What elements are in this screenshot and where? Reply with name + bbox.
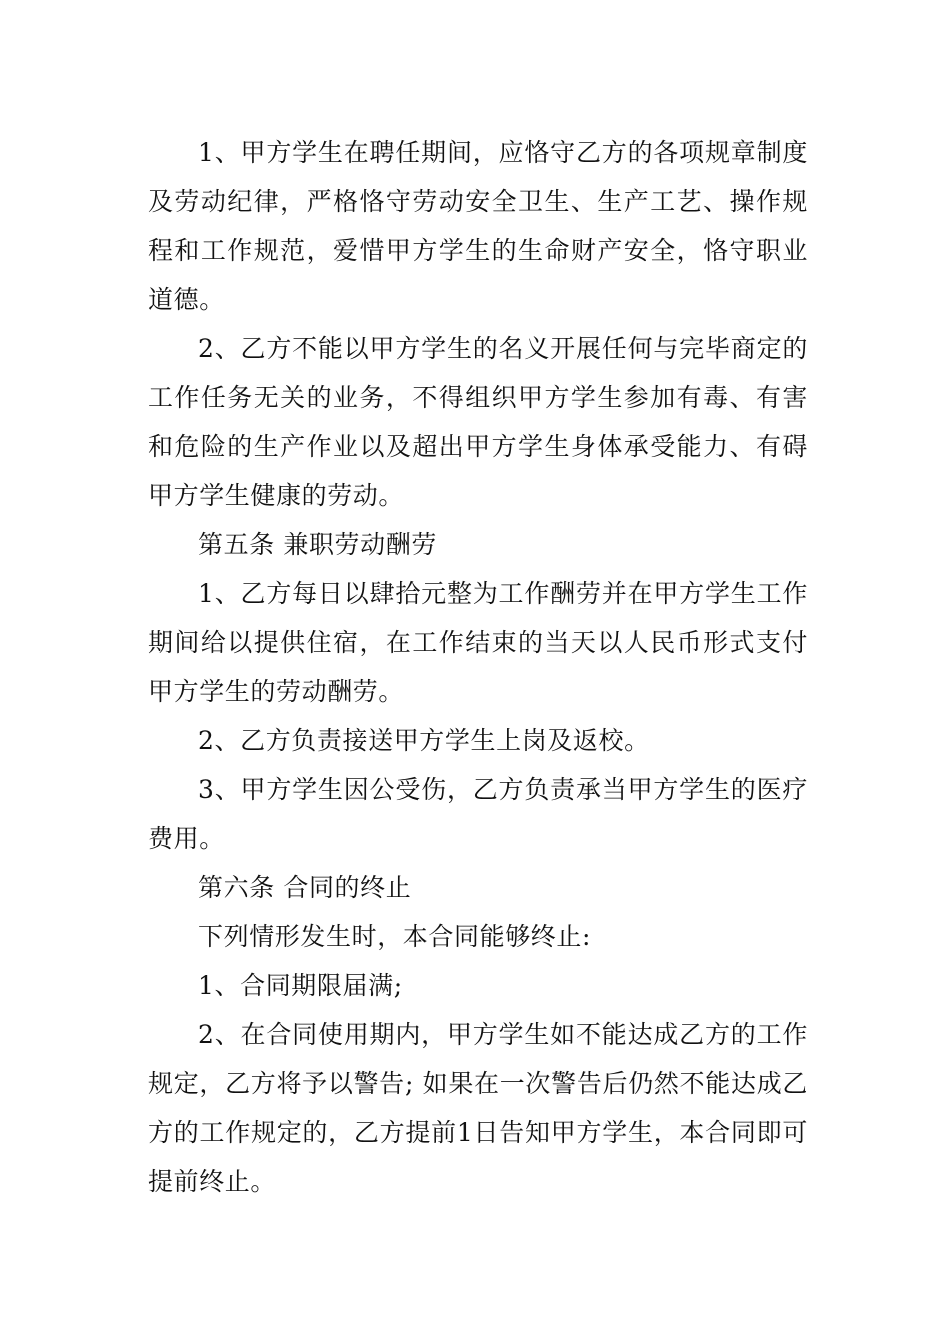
clause-4-item-1: 1、甲方学生在聘任期间，应恪守乙方的各项规章制度及劳动纪律，严格恪守劳动安全卫生、生产工艺、操作规程和工作规范，爱惜甲方学生的生命财产安全，恪守职业道德。: [148, 138, 808, 314]
document-body: [148, 128, 808, 1206]
article-5-heading: 第五条 兼职劳动酬劳: [198, 530, 437, 559]
clause-5-item-3: 3、甲方学生因公受伤，乙方负责承当甲方学生的医疗费用。: [148, 775, 808, 853]
article-6-heading: 第六条 合同的终止: [198, 873, 412, 902]
clause-6-item-1: 1、合同期限届满;: [198, 971, 403, 1000]
clause-5-item-2: 2、乙方负责接送甲方学生上岗及返校。: [198, 726, 650, 755]
clause-6-intro: 下列情形发生时，本合同能够终止:: [198, 922, 592, 951]
clause-5-item-1: 1、乙方每日以肆拾元整为工作酬劳并在甲方学生工作期间给以提供住宿，在工作结束的当天以人民币形式支付甲方学生的劳动酬劳。: [148, 579, 808, 706]
clause-4-item-2: 2、乙方不能以甲方学生的名义开展任何与完毕商定的工作任务无关的业务，不得组织甲方学生参加有毒、有害和危险的生产作业以及超出甲方学生身体承受能力、有碍甲方学生健康的劳动。: [148, 334, 808, 510]
clause-6-item-2: 2、在合同使用期内，甲方学生如不能达成乙方的工作规定，乙方将予以警告; 如果在一次警告后仍然不能达成乙方的工作规定的，乙方提前1日告知甲方学生，本合同即可提前终止。: [148, 1020, 808, 1196]
